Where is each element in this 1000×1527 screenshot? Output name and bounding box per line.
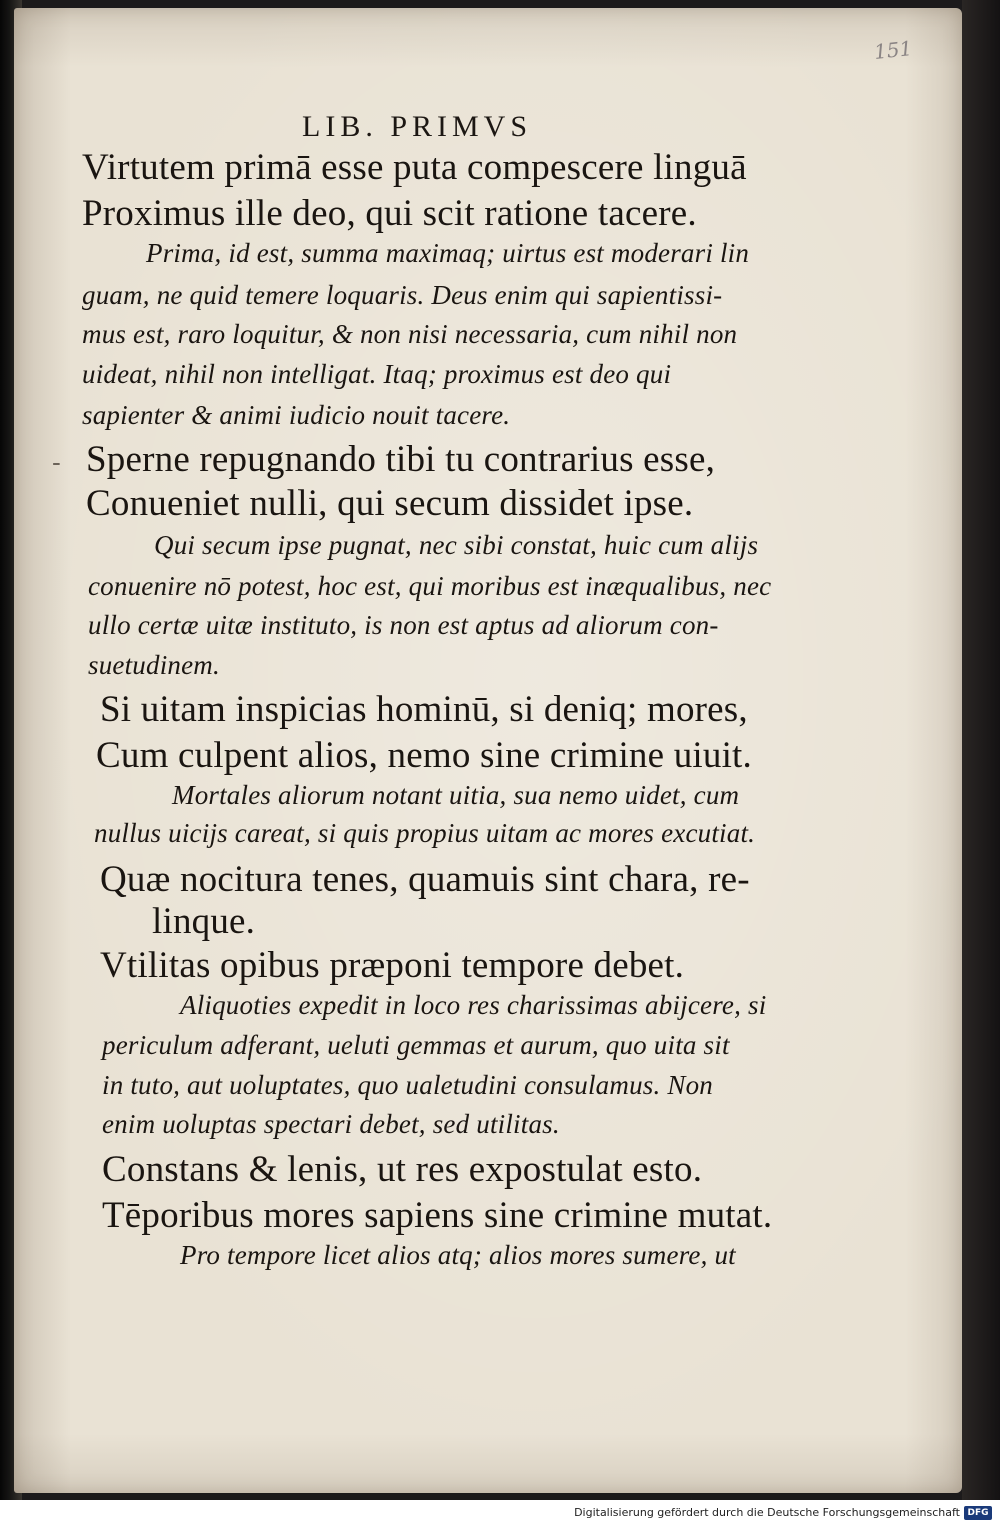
gloss-line: Pro tempore licet alios atq; alios mores sumere, ut <box>180 1240 736 1270</box>
page-edge-strip <box>962 0 1000 1500</box>
verse-line: linque. <box>152 901 256 942</box>
gloss-line: Qui secum ipse pugnat, nec sibi constat, huic cum alijs <box>154 530 759 560</box>
dfg-logo: DFG <box>964 1506 992 1520</box>
verse-line: Vtilitas opibus præponi tempore debet. <box>100 945 685 986</box>
gloss-line: periculum adferant, ueluti gemmas et aurum, quo uita sit <box>102 1030 730 1060</box>
verse-line: Si uitam inspicias hominū, si deniq; mores, <box>100 689 748 730</box>
margin-mark: - <box>52 448 61 478</box>
folio-number: 151 <box>872 36 914 64</box>
gloss-line: ullo certæ uitæ instituto, is non est aptus ad aliorum con- <box>88 610 719 640</box>
gloss-line: guam, ne quid temere loquaris. Deus enim qui sapientissi- <box>82 280 723 310</box>
verse-line: Cum culpent alios, nemo sine crimine uiuit. <box>96 735 752 776</box>
gloss-line: conuenire nō potest, hoc est, qui moribus est inæqualibus, nec <box>88 571 772 601</box>
verse-line: Tēporibus mores sapiens sine crimine mutat. <box>102 1195 773 1236</box>
gloss-line: enim uoluptas spectari debet, sed utilitas. <box>102 1109 560 1139</box>
gloss-line: sapienter & animi iudicio nouit tacere. <box>82 400 511 430</box>
footer-bar <box>0 1500 1000 1527</box>
verse-line: Proximus ille deo, qui scit ratione tacere. <box>82 193 697 234</box>
gloss-line: Aliquoties expedit in loco res charissimas abijcere, si <box>180 990 767 1020</box>
gloss-line: mus est, raro loquitur, & non nisi necessaria, cum nihil non <box>82 319 738 349</box>
gloss-line: Prima, id est, summa maximaq; uirtus est moderari lin <box>146 238 750 268</box>
gloss-line: Mortales aliorum notant uitia, sua nemo uidet, cum <box>172 780 740 810</box>
verse-line: Sperne repugnando tibi tu contrarius esse, <box>86 439 716 480</box>
gloss-line: suetudinem. <box>88 650 220 680</box>
book-page <box>14 8 962 1493</box>
running-header: LIB. PRIMVS <box>302 110 533 143</box>
verse-line: Quæ nocitura tenes, quamuis sint chara, re- <box>100 859 750 900</box>
footer-credit: Digitalisierung gefördert durch die Deutsche Forschungsgemeinschaft <box>574 1506 960 1519</box>
gloss-line: nullus uicijs careat, si quis propius uitam ac mores excutiat. <box>94 818 756 848</box>
gloss-line: in tuto, aut uoluptates, quo ualetudini consulamus. Non <box>102 1070 713 1100</box>
verse-line: Virtutem primā esse puta compescere linguā <box>82 147 747 188</box>
verse-line: Constans & lenis, ut res expostulat esto. <box>102 1149 703 1190</box>
verse-line: Conueniet nulli, qui secum dissidet ipse. <box>86 483 694 524</box>
gloss-line: uideat, nihil non intelligat. Itaq; proximus est deo qui <box>82 359 672 389</box>
